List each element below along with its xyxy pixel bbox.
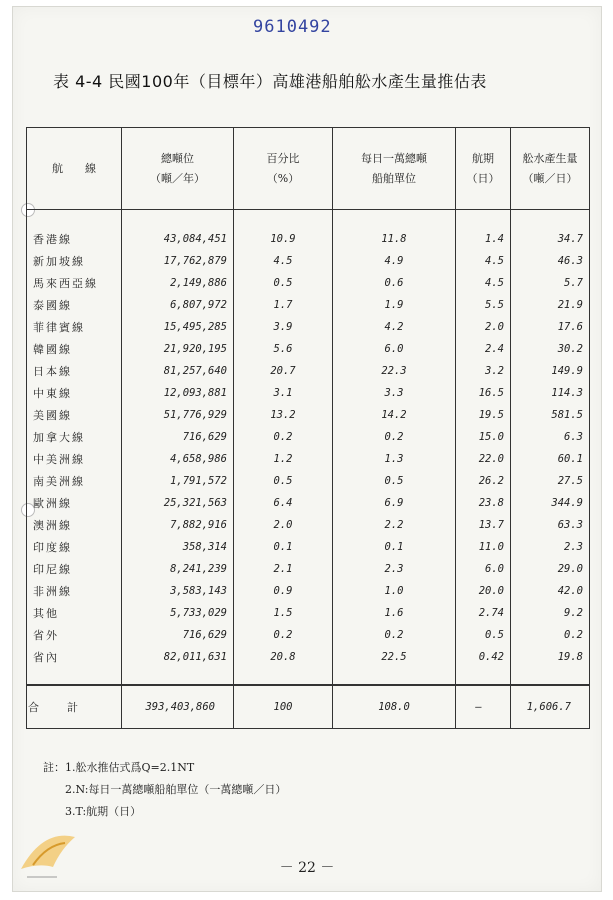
voyage-days-cell: 5.5	[456, 294, 511, 316]
tonnage-cell: 43,084,451	[122, 210, 234, 251]
volume-cell: 63.3	[511, 514, 590, 536]
percent-cell: 2.0	[234, 514, 333, 536]
tonnage-cell: 51,776,929	[122, 404, 234, 426]
table-row	[27, 382, 590, 404]
route-cell: 中東線	[27, 382, 122, 404]
volume-cell: 34.7	[511, 210, 590, 251]
voyage-days-cell: 22.0	[456, 448, 511, 470]
column-header-unit: 船舶單位	[372, 171, 416, 185]
volume-cell: 27.5	[511, 470, 590, 492]
column-header	[333, 128, 456, 210]
ship-units-cell: 0.5	[333, 470, 456, 492]
volume-cell: 5.7	[511, 272, 590, 294]
table-row	[27, 646, 590, 685]
volume-cell: 6.3	[511, 426, 590, 448]
route-cell: 中美洲線	[27, 448, 122, 470]
table-row	[27, 404, 590, 426]
table-row	[27, 294, 590, 316]
ship-units-cell: 1.6	[333, 602, 456, 624]
total-volume: 1,606.7	[511, 685, 590, 729]
table-body	[27, 210, 590, 686]
ship-units-cell: 2.2	[333, 514, 456, 536]
column-header-line: 航 線	[52, 161, 96, 175]
column-header-unit: （噸／日）	[522, 171, 578, 185]
table-row	[27, 580, 590, 602]
column-header-line: 總噸位	[161, 151, 194, 165]
voyage-days-cell: 20.0	[456, 580, 511, 602]
column-header	[234, 128, 333, 210]
ship-units-cell: 6.0	[333, 338, 456, 360]
document-page	[12, 6, 602, 892]
column-header-line: 航期	[472, 151, 494, 165]
tonnage-cell: 7,882,916	[122, 514, 234, 536]
library-logo-icon	[13, 819, 93, 889]
table-row	[27, 338, 590, 360]
volume-cell: 29.0	[511, 558, 590, 580]
total-days: —	[456, 685, 511, 729]
table-row	[27, 316, 590, 338]
route-cell: 歐洲線	[27, 492, 122, 514]
column-header-line: 每日一萬總噸	[361, 151, 427, 165]
header-row	[27, 128, 590, 210]
column-header	[122, 128, 234, 210]
voyage-days-cell: 23.8	[456, 492, 511, 514]
column-header-line: 舩水產生量	[522, 151, 578, 165]
voyage-days-cell: 0.42	[456, 646, 511, 685]
ship-units-cell: 0.2	[333, 426, 456, 448]
ship-units-cell: 2.3	[333, 558, 456, 580]
footnote: 2.N:每日一萬總噸船舶單位（一萬總噸／日）	[43, 783, 287, 796]
volume-cell: 2.3	[511, 536, 590, 558]
volume-cell: 42.0	[511, 580, 590, 602]
tonnage-cell: 358,314	[122, 536, 234, 558]
volume-cell: 60.1	[511, 448, 590, 470]
volume-cell: 17.6	[511, 316, 590, 338]
voyage-days-cell: 4.5	[456, 250, 511, 272]
route-cell: 泰國線	[27, 294, 122, 316]
voyage-days-cell: 19.5	[456, 404, 511, 426]
tonnage-cell: 81,257,640	[122, 360, 234, 382]
route-cell: 南美洲線	[27, 470, 122, 492]
voyage-days-cell: 2.74	[456, 602, 511, 624]
ship-units-cell: 1.9	[333, 294, 456, 316]
ship-units-cell: 22.5	[333, 646, 456, 685]
voyage-days-cell: 2.4	[456, 338, 511, 360]
tonnage-cell: 15,495,285	[122, 316, 234, 338]
percent-cell: 2.1	[234, 558, 333, 580]
table-row	[27, 602, 590, 624]
table-row	[27, 250, 590, 272]
percent-cell: 13.2	[234, 404, 333, 426]
voyage-days-cell: 16.5	[456, 382, 511, 404]
percent-cell: 3.1	[234, 382, 333, 404]
percent-cell: 0.5	[234, 470, 333, 492]
route-cell: 加拿大線	[27, 426, 122, 448]
tonnage-cell: 17,762,879	[122, 250, 234, 272]
table-row	[27, 624, 590, 646]
route-cell: 省外	[27, 624, 122, 646]
volume-cell: 344.9	[511, 492, 590, 514]
route-cell: 馬來西亞線	[27, 272, 122, 294]
volume-cell: 30.2	[511, 338, 590, 360]
tonnage-cell: 82,011,631	[122, 646, 234, 685]
route-cell: 新加坡線	[27, 250, 122, 272]
column-header	[27, 128, 122, 210]
total-pct: 100	[234, 685, 333, 729]
volume-cell: 9.2	[511, 602, 590, 624]
ship-units-cell: 11.8	[333, 210, 456, 251]
route-cell: 美國線	[27, 404, 122, 426]
voyage-days-cell: 1.4	[456, 210, 511, 251]
percent-cell: 20.8	[234, 646, 333, 685]
table-row	[27, 210, 590, 251]
route-cell: 印尼線	[27, 558, 122, 580]
voyage-days-cell: 11.0	[456, 536, 511, 558]
table-row	[27, 448, 590, 470]
ship-units-cell: 1.3	[333, 448, 456, 470]
tonnage-cell: 4,658,986	[122, 448, 234, 470]
percent-cell: 5.6	[234, 338, 333, 360]
percent-cell: 0.2	[234, 426, 333, 448]
total-tonnage: 393,403,860	[122, 685, 234, 729]
percent-cell: 0.1	[234, 536, 333, 558]
tonnage-cell: 716,629	[122, 426, 234, 448]
volume-cell: 149.9	[511, 360, 590, 382]
percent-cell: 1.7	[234, 294, 333, 316]
column-header-unit: （%）	[266, 171, 300, 185]
column-header	[511, 128, 590, 210]
ship-units-cell: 0.2	[333, 624, 456, 646]
route-cell: 韓國線	[27, 338, 122, 360]
route-cell: 印度線	[27, 536, 122, 558]
route-cell: 其他	[27, 602, 122, 624]
voyage-days-cell: 15.0	[456, 426, 511, 448]
percent-cell: 6.4	[234, 492, 333, 514]
ship-units-cell: 4.2	[333, 316, 456, 338]
column-header-unit: （日）	[466, 171, 500, 185]
tonnage-cell: 2,149,886	[122, 272, 234, 294]
ship-units-cell: 0.6	[333, 272, 456, 294]
table-row	[27, 536, 590, 558]
volume-cell: 21.9	[511, 294, 590, 316]
voyage-days-cell: 13.7	[456, 514, 511, 536]
volume-cell: 19.8	[511, 646, 590, 685]
percent-cell: 10.9	[234, 210, 333, 251]
column-header	[456, 128, 511, 210]
route-cell: 日本線	[27, 360, 122, 382]
percent-cell: 1.5	[234, 602, 333, 624]
percent-cell: 0.2	[234, 624, 333, 646]
voyage-days-cell: 26.2	[456, 470, 511, 492]
voyage-days-cell: 6.0	[456, 558, 511, 580]
tonnage-cell: 8,241,239	[122, 558, 234, 580]
table-row	[27, 514, 590, 536]
table-row	[27, 558, 590, 580]
ship-units-cell: 14.2	[333, 404, 456, 426]
table-row	[27, 470, 590, 492]
total-units: 108.0	[333, 685, 456, 729]
ship-units-cell: 22.3	[333, 360, 456, 382]
tonnage-cell: 21,920,195	[122, 338, 234, 360]
voyage-days-cell: 3.2	[456, 360, 511, 382]
total-row	[27, 685, 590, 729]
tonnage-cell: 1,791,572	[122, 470, 234, 492]
percent-cell: 4.5	[234, 250, 333, 272]
table-row	[27, 272, 590, 294]
document-id-stamp: 9610492	[253, 17, 332, 37]
table-row	[27, 492, 590, 514]
route-cell: 香港線	[27, 210, 122, 251]
percent-cell: 3.9	[234, 316, 333, 338]
percent-cell: 0.9	[234, 580, 333, 602]
voyage-days-cell: 4.5	[456, 272, 511, 294]
total-label: 合 計	[27, 685, 122, 729]
ship-units-cell: 6.9	[333, 492, 456, 514]
ship-units-cell: 4.9	[333, 250, 456, 272]
volume-cell: 114.3	[511, 382, 590, 404]
volume-cell: 0.2	[511, 624, 590, 646]
tonnage-cell: 3,583,143	[122, 580, 234, 602]
page-number: － 22 －	[279, 860, 335, 876]
footnote: 註：1.舩水推估式爲Q=2.1NT	[43, 761, 195, 774]
voyage-days-cell: 0.5	[456, 624, 511, 646]
ship-units-cell: 1.0	[333, 580, 456, 602]
table-row	[27, 426, 590, 448]
table-title: 表 4-4 民國100年（目標年）高雄港船舶舩水產生量推估表	[53, 72, 487, 91]
column-header-line: 百分比	[266, 151, 300, 165]
volume-cell: 581.5	[511, 404, 590, 426]
volume-cell: 46.3	[511, 250, 590, 272]
tonnage-cell: 5,733,029	[122, 602, 234, 624]
tonnage-cell: 716,629	[122, 624, 234, 646]
tonnage-cell: 6,807,972	[122, 294, 234, 316]
percent-cell: 0.5	[234, 272, 333, 294]
ship-units-cell: 0.1	[333, 536, 456, 558]
route-cell: 澳洲線	[27, 514, 122, 536]
footnotes	[43, 757, 286, 823]
percent-cell: 1.2	[234, 448, 333, 470]
column-header-unit: （噸／年）	[150, 171, 205, 185]
estimate-table	[26, 127, 590, 729]
table-row	[27, 360, 590, 382]
ship-units-cell: 3.3	[333, 382, 456, 404]
tonnage-cell: 12,093,881	[122, 382, 234, 404]
route-cell: 省內	[27, 646, 122, 685]
route-cell: 菲律賓線	[27, 316, 122, 338]
tonnage-cell: 25,321,563	[122, 492, 234, 514]
voyage-days-cell: 2.0	[456, 316, 511, 338]
footnote: 3.T:航期（日）	[43, 805, 142, 818]
percent-cell: 20.7	[234, 360, 333, 382]
route-cell: 非洲線	[27, 580, 122, 602]
